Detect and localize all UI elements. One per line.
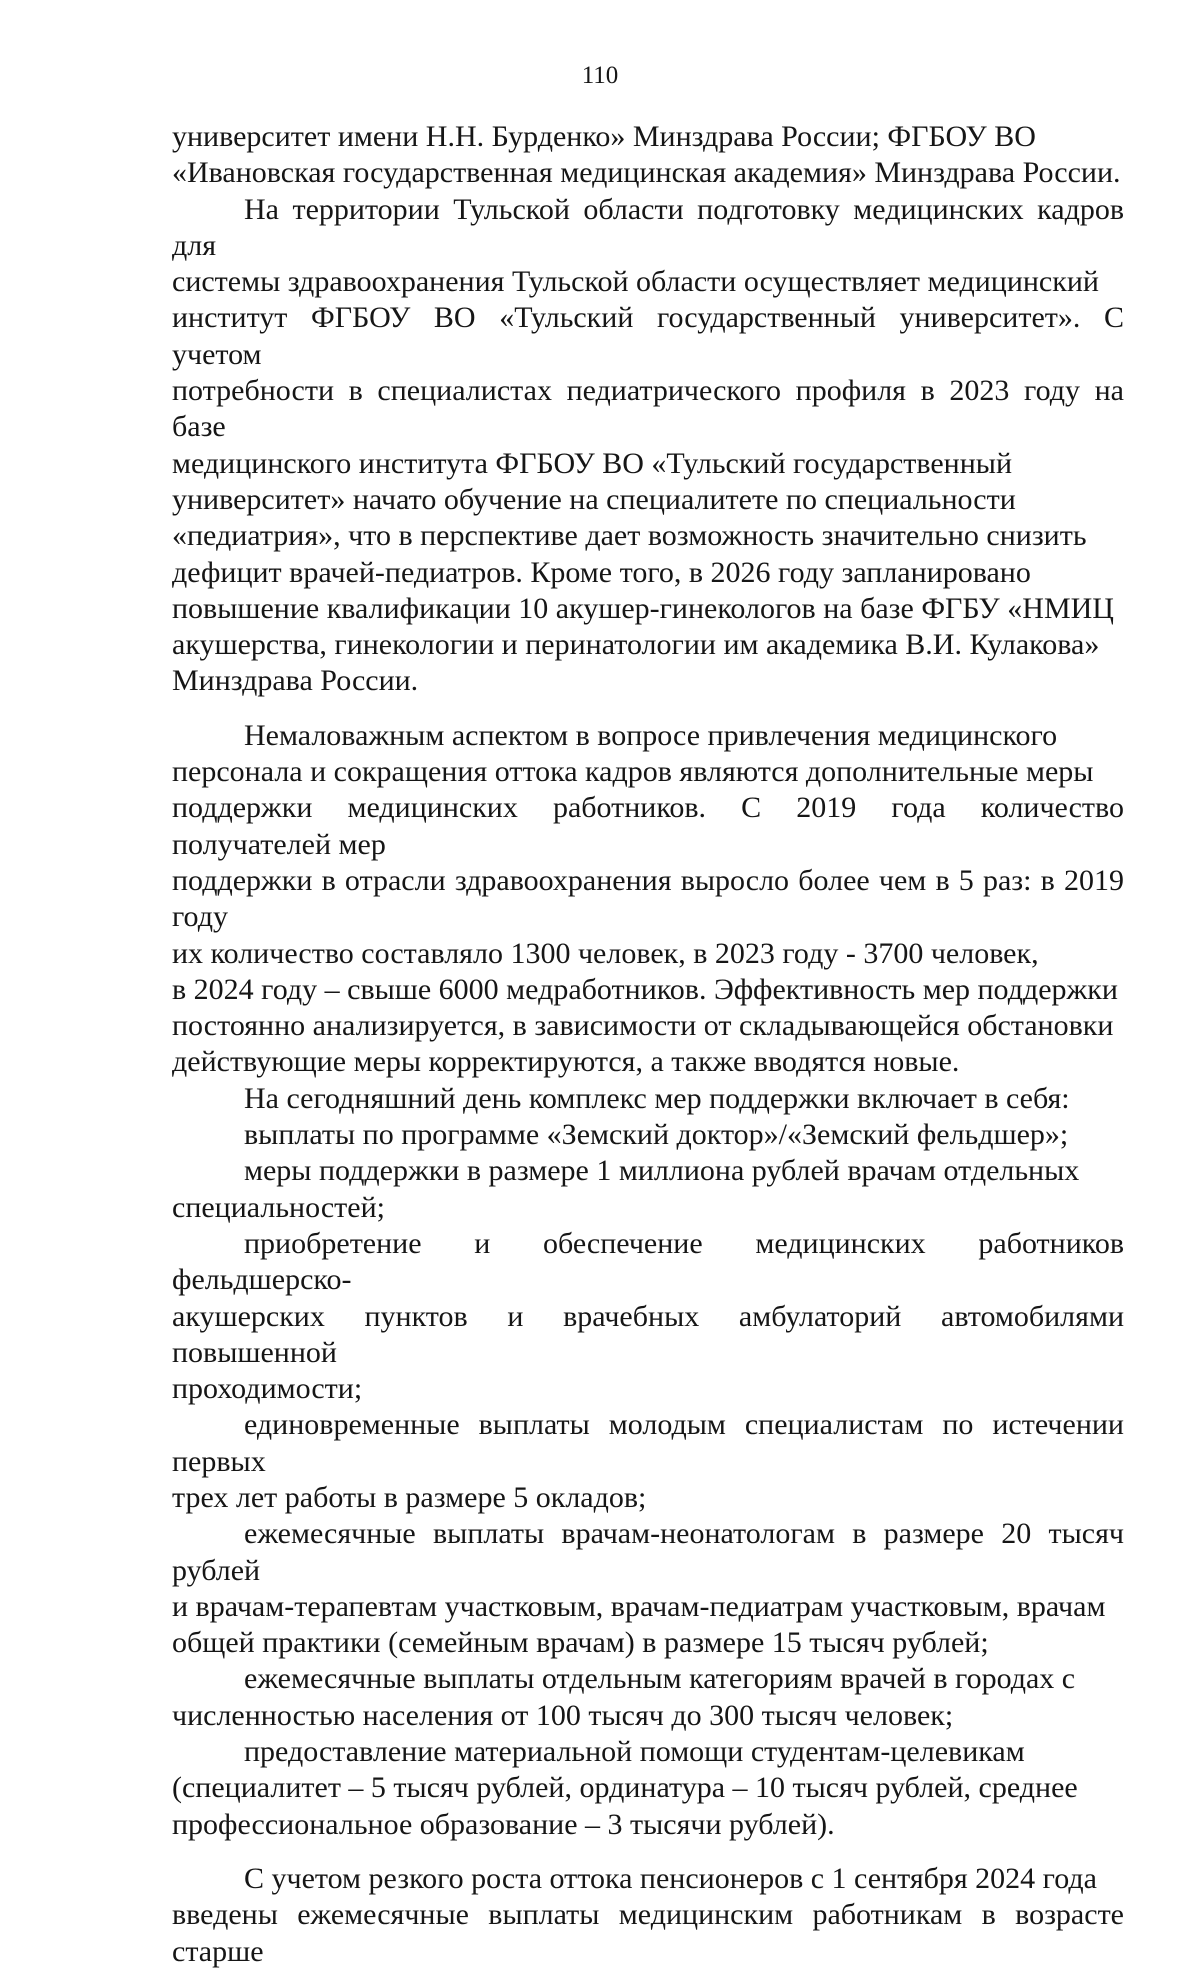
list-item-vehicles: приобретение и обеспечение медицинских работников фельдшерско- акушерских пунктов и врачебных амбулаторий автомобилями повышенной проходимости;: [172, 1226, 1124, 1406]
list-item-monthly-city-doctors: ежемесячные выплаты отдельным категориям врачей в городах с численностью населения от 100 тысяч до 300 тысяч человек;: [172, 1662, 1076, 1732]
paragraph-support-complex-intro: На сегодняшний день комплекс мер поддержки включает в себя:: [244, 1081, 1070, 1115]
list-item-student-aid: предоставление материальной помощи студентам-целевикам (специалитет – 5 тысяч рублей, ординатура – 10 тысяч рублей, среднее профессиональное образование – 3 тысячи рублей).: [172, 1735, 1078, 1841]
list-item-million-rubles: меры поддержки в размере 1 миллиона рублей врачам отдельных специальностей;: [172, 1154, 1080, 1224]
paragraph-support-measures-growth: Немаловажным аспектом в вопросе привлечения медицинского персонала и сокращения оттока кадров являются дополнительные меры поддержки медицинских работников. С 2019 года количество получателей мер поддержки в отрасли здравоохранения выросло более чем в 5 раз: в 2019 году их количество составляло 1300 человек, в 2023 году - 3700 человек, в 2024 году – свыше 6000 медработников. Эффективность мер поддержки постоянно анализируется, в зависимости от складывающейся обстановки действующие меры корректируются, а также вводятся новые.: [172, 718, 1124, 1079]
document-body: [172, 119, 1124, 1970]
list-item-monthly-neonatologists: ежемесячные выплаты врачам-неонатологам в размере 20 тысяч рублей и врачам-терапевтам участковым, врачам-педиатрам участковым, врачам общей практики (семейным врачам) в размере 15 тысяч рублей;: [172, 1517, 1124, 1660]
page-number: 110: [581, 62, 619, 89]
paragraph-pensioners: С учетом резкого роста оттока пенсионеров с 1 сентября 2024 года введены ежемесячные выплаты медицинским работникам в возрасте старше: [172, 1861, 1124, 1968]
paragraph-tula-training: На территории Тульской области подготовку медицинских кадров для системы здравоохранения Тульской области осуществляет медицинский институт ФГБОУ ВО «Тульский государственный университет». С учетом потребности в специалистах педиатрического профиля в 2023 году на базе медицинского института ФГБОУ ВО «Тульский государственный университет» начато обучение на специалитете по специальности «педиатрия», что в перспективе дает возможность значительно снизить дефицит врачей-педиатров. Кроме того, в 2026 году запланировано повышение квалификации 10 акушер-гинекологов на базе ФГБУ «НМИЦ акушерства, гинекологии и перинатологии им академика В.И. Кулакова» Минздрава России.: [172, 192, 1124, 698]
paragraph-university-list: университет имени Н.Н. Бурденко» Минздрава России; ФГБОУ ВО «Ивановская государственная медицинская академия» Минздрава России.: [172, 120, 1121, 190]
list-item-zemsky-doctor: выплаты по программе «Земский доктор»/«Земский фельдшер»;: [244, 1118, 1069, 1152]
list-item-young-specialists: единовременные выплаты молодым специалистам по истечении первых трех лет работы в размере 5 окладов;: [172, 1408, 1124, 1514]
